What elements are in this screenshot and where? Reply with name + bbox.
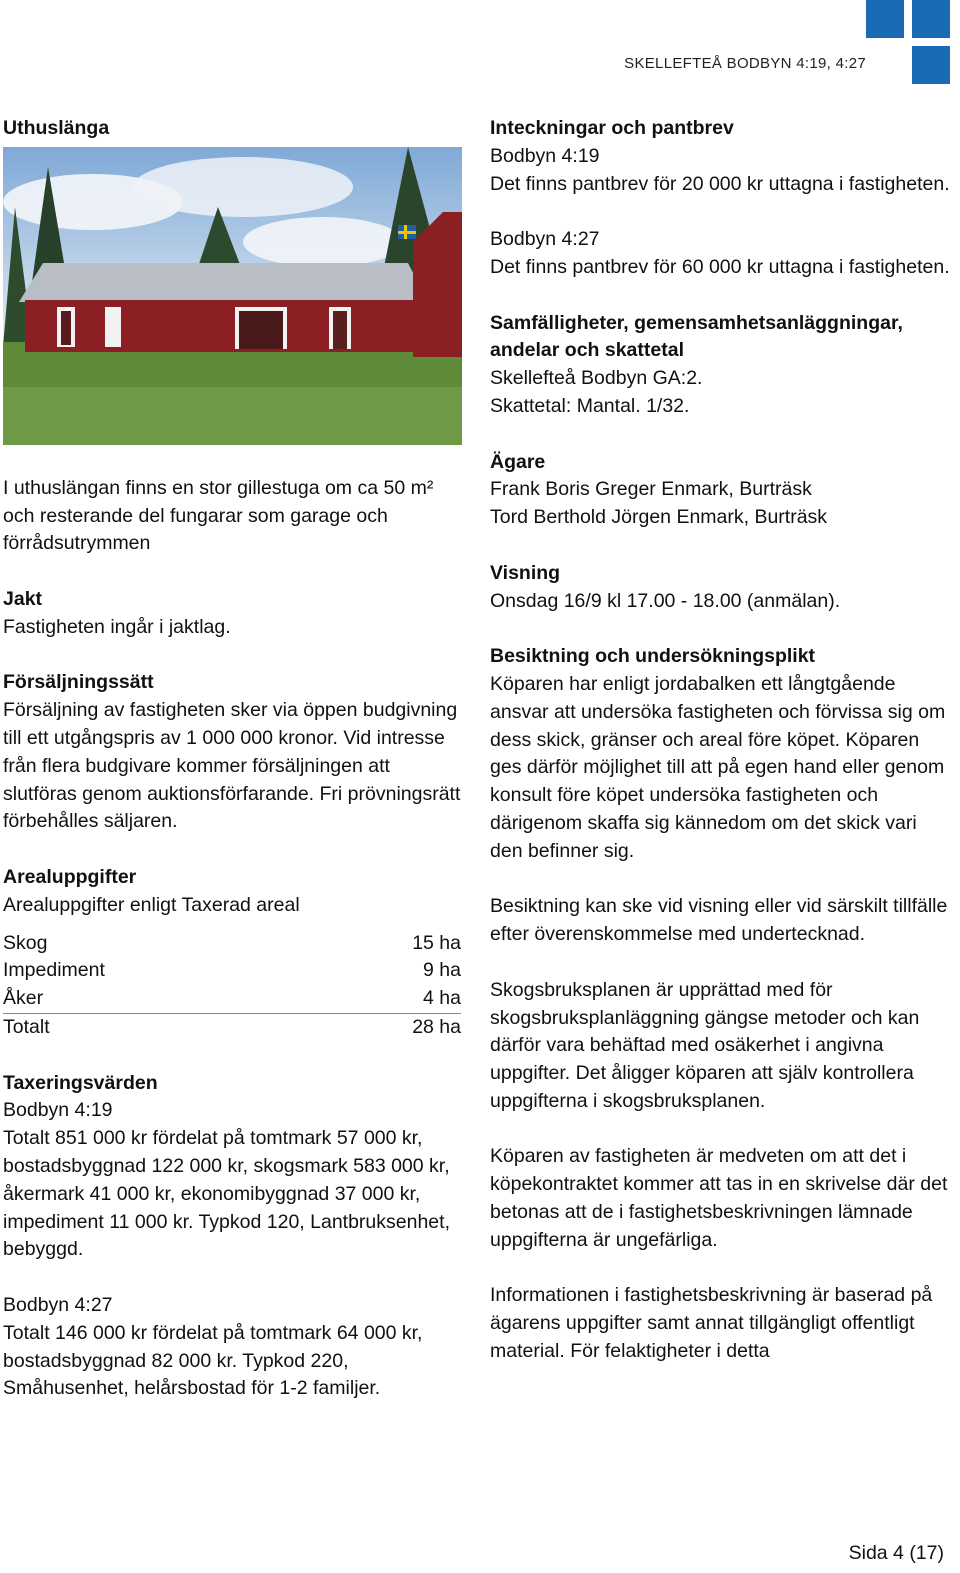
areal-row-impediment <box>3 957 461 985</box>
pant-heading: Inteckningar och pantbrev <box>490 117 734 139</box>
page-number: Sida 4 (17) <box>848 1542 944 1564</box>
uthuslanga-heading: Uthuslänga <box>3 117 110 139</box>
right-column <box>490 115 952 1366</box>
areal-total-value: 28 ha <box>313 1013 461 1041</box>
besiktning-p2: Besiktning kan ske vid visning eller vid särskilt tillfälle efter överenskommelse med undertecknad. <box>490 895 948 946</box>
logo-square-bottom-right <box>912 46 950 84</box>
tax-heading: Taxeringsvärden <box>3 1071 158 1094</box>
pant-4-19-label: Bodbyn 4:19 <box>490 144 600 167</box>
besiktning-p5: Informationen i fastighetsbeskrivning är baserad på ägarens uppgifter samt annat tillgängligt offentligt material. För felaktigheter i detta <box>490 1284 933 1363</box>
left-column <box>3 115 465 1403</box>
besiktning-heading: Besiktning och undersökningsplikt <box>490 645 816 668</box>
tax-4-19-label: Bodbyn 4:19 <box>3 1099 113 1122</box>
pant-4-27-text: Det finns pantbrev för 60 000 kr uttagna i fastigheten. <box>490 255 950 278</box>
forsaljning-heading: Försäljningssätt <box>3 671 154 694</box>
areal-label: Impediment <box>3 959 105 982</box>
logo-square-top-left <box>866 0 904 38</box>
besiktning-p3: Skogsbruksplanen är upprättad med för skogsbruksplanläggning gängse metoder och kan därför vara behäftad med osäkerhet i angivna uppgifter. Det åligger köparen att själv kontrollera uppgifterna i skogsbruksplanen. <box>490 978 920 1112</box>
visning-heading: Visning <box>490 561 561 584</box>
areal-label: Åker <box>3 987 44 1010</box>
logo-square-top-right <box>912 0 950 38</box>
header-property-title: SKELLEFTEÅ BODBYN 4:19, 4:27 <box>624 55 866 72</box>
pant-4-19-text: Det finns pantbrev för 20 000 kr uttagna i fastigheten. <box>490 172 950 195</box>
areal-table <box>3 930 461 1042</box>
agare-1: Frank Boris Greger Enmark, Burträsk <box>490 478 812 501</box>
areal-heading: Arealuppgifter <box>3 865 137 888</box>
jakt-text: Fastigheten ingår i jaktlag. <box>3 615 231 638</box>
tax-4-27-text: Totalt 146 000 kr fördelat på tomtmark 64 000 kr, bostadsbyggnad 82 000 kr. Typkod 220, Småhusenhet, helårsbostad för 1-2 familjer. <box>3 1321 423 1400</box>
areal-total-label: Totalt <box>3 1013 313 1041</box>
samf-heading: Samfälligheter, gemensamhetsanläggningar, andelar och skattetal <box>490 311 903 362</box>
areal-value: 9 ha <box>423 959 461 982</box>
jakt-heading: Jakt <box>3 587 43 610</box>
tax-4-27-label: Bodbyn 4:27 <box>3 1293 113 1316</box>
areal-row-skog <box>3 930 461 958</box>
samf-line2: Skattetal: Mantal. 1/32. <box>490 394 690 417</box>
outbuilding-photo <box>3 147 462 445</box>
areal-row-aker <box>3 985 461 1013</box>
samf-line1: Skellefteå Bodbyn GA:2. <box>490 367 703 390</box>
besiktning-p4: Köparen av fastigheten är medveten om att det i köpekontraktet kommer att tas in en skrivelse där det betonas att de i fastighetsbeskrivningen lämnade uppgifterna är ungefärliga. <box>490 1145 948 1251</box>
areal-label: Skog <box>3 931 48 954</box>
tax-4-19-text: Totalt 851 000 kr fördelat på tomtmark 57 000 kr, bostadsbyggnad 122 000 kr, skogsmark 583 000 kr, åkermark 41 000 kr, ekonomibyggnad 37 000 kr, impediment 11 000 kr. Typkod 120, Lantbruksenhet, bebyggd. <box>3 1127 450 1261</box>
pant-4-27-label: Bodbyn 4:27 <box>490 228 600 251</box>
besiktning-p1: Köparen har enligt jordabalken ett långtgående ansvar att undersöka fastigheten och förvissa sig om dess skick, gränser och areal före köpet. Köparen ges därför möjlighet till att på egen hand eller genom konsult före köpet undersöka fastigheten och därigenom skaffa sig kännedom om det skick vari den befinner sig. <box>490 672 946 862</box>
agare-2: Tord Berthold Jörgen Enmark, Burträsk <box>490 506 828 529</box>
forsaljning-text: Försäljning av fastigheten sker via öppen budgivning till ett utgångspris av 1 000 000 kronor. Vid intresse från flera budgivare kommer försäljningen att slutföras genom auktionsförfarande. Fri prövningsrätt förbehålles säljaren. <box>3 699 461 833</box>
areal-subheading: Arealuppgifter enligt Taxerad areal <box>3 893 300 916</box>
areal-value: 4 ha <box>423 987 461 1010</box>
areal-value: 15 ha <box>412 931 461 954</box>
areal-row-total <box>3 1013 461 1041</box>
agare-heading: Ägare <box>490 450 546 473</box>
visning-text: Onsdag 16/9 kl 17.00 - 18.00 (anmälan). <box>490 589 841 612</box>
uthuslanga-text: I uthuslängan finns en stor gillestuga om ca 50 m² och resterande del fungarar som garage och förrådsutrymmen <box>3 476 434 555</box>
